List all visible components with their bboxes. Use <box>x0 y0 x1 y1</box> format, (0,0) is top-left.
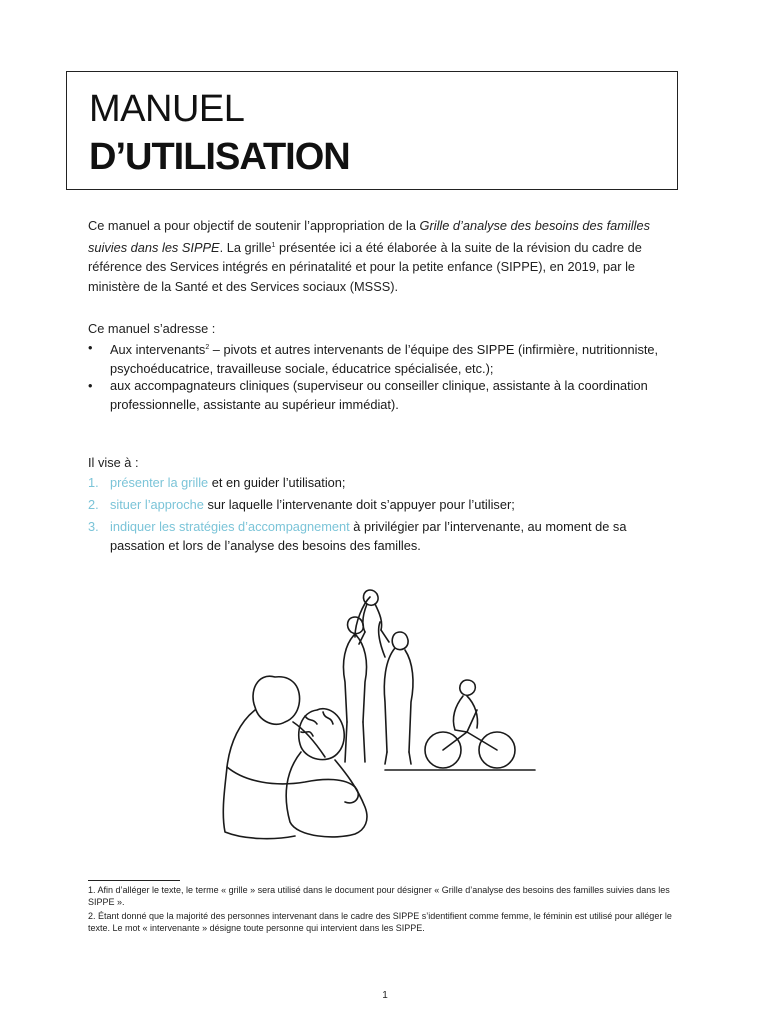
family-illustration <box>205 582 545 847</box>
intro-paragraph <box>88 216 688 296</box>
goal-text: sur laquelle l’intervenante doit s’appuyer pour l’utiliser; <box>203 497 515 512</box>
audience-item-text-cont: – pivots et autres intervenants de l’équipe des SIPPE (infirmière, nutritionniste, psychoéducatrice, travailleuse sociale, éducatrice spécialisée, etc.); <box>110 342 659 376</box>
bullet-icon: • <box>88 378 93 393</box>
goal-number: 2. <box>88 497 99 512</box>
audience-lead: Ce manuel s’adresse : <box>88 321 216 336</box>
intro-text-2: . La grille <box>219 239 272 255</box>
goal-number: 3. <box>88 519 99 534</box>
intro-text-1: Ce manuel a pour objectif de soutenir l’appropriation de la <box>88 218 420 233</box>
title-box <box>66 71 678 190</box>
goal-link[interactable]: situer l’approche <box>110 497 204 512</box>
intro-text-3: présentée ici a été élaborée à la suite de la révision du cadre de référence des Services intégrés en périnatalité et pour la petite enfance (SIPPE), en 2019, par le ministère de la Santé et des Services sociaux (MSSS). <box>88 239 642 294</box>
bullet-icon: • <box>88 340 93 355</box>
footnote-ref-1[interactable]: 1 <box>271 241 276 249</box>
audience-item-text: Aux intervenants <box>110 342 206 357</box>
title-line-1: MANUEL <box>89 88 245 130</box>
footnote-rule <box>88 880 180 881</box>
footnote-1: 1. Afin d’alléger le texte, le terme « grille » sera utilisé dans le document pour désigner « Grille d’analyse des besoins des familles suivies dans les SIPPE ». <box>88 885 670 907</box>
goal-link[interactable]: indiquer les stratégies d’accompagnement <box>110 519 350 534</box>
footnote-ref-2[interactable]: 2 <box>205 344 210 351</box>
title-line-2: D’UTILISATION <box>89 136 350 178</box>
goal-link[interactable]: présenter la grille <box>110 475 209 490</box>
intro-grid-title: Grille d’analyse des besoins des familles suivies dans les SIPPE <box>88 218 650 255</box>
audience-item-text: aux accompagnateurs cliniques (superviseur ou conseiller clinique, assistante à la coordination professionnelle, assistante au supérieur immédiat). <box>110 378 648 412</box>
goal-number: 1. <box>88 475 99 490</box>
goal-text: et en guider l’utilisation; <box>208 475 346 490</box>
goals-lead: Il vise à : <box>88 455 139 470</box>
footnote-2: 2. Étant donné que la majorité des personnes intervenant dans le cadre des SIPPE s’identifient comme femme, le féminin est utilisé pour alléger le texte. Le mot « intervenante » désigne toute personne qui intervient dans les SIPPE. <box>88 911 672 933</box>
goal-text: à privilégier par l’intervenante, au moment de sa passation et lors de l’analyse des besoins des familles. <box>110 519 627 553</box>
page-number: 1 <box>382 990 388 1001</box>
